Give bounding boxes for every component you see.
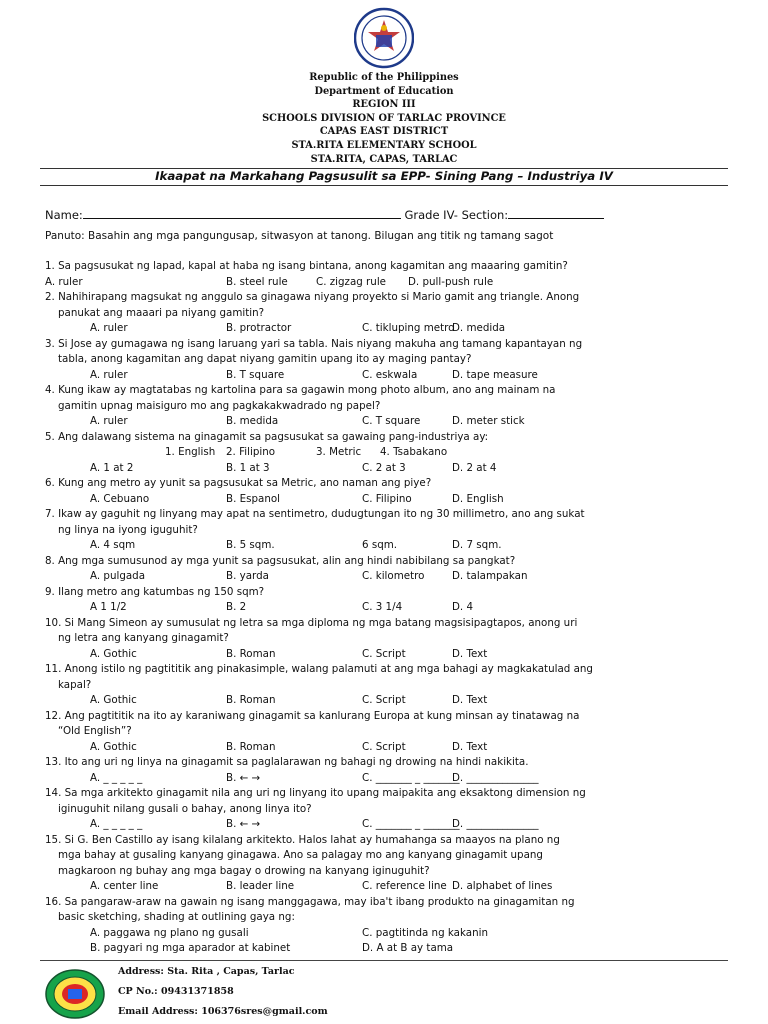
answer-option[interactable]: C. _______ _ _______ [362,771,460,784]
school-logo-icon [44,968,106,1020]
answer-option[interactable]: D. medida [452,322,506,334]
header-line: REGION III [352,99,416,111]
question-text: mga bahay at gusaling kanyang ginagawa. Ano sa palagay mo ang kanyang ginagamit upang [58,849,543,861]
answer-option[interactable]: C. reference line [362,880,447,892]
header-line: Republic of the Philippines [309,72,459,83]
school-header [0,71,768,166]
header-line: STA.RITA, CAPAS, TARLAC [310,153,458,165]
answer-option[interactable]: C. Script [362,647,406,660]
name-blank[interactable] [83,206,401,219]
answer-option[interactable]: B. ← → [226,818,261,830]
answer-option[interactable]: A. pulgada [90,570,146,582]
question-text: magkaroon ng buhay ang mga bagay o drowing na kanyang iginuguhit? [58,864,430,877]
answer-option[interactable]: C. tikluping metro [362,322,455,334]
answer-option[interactable]: B. Roman [226,694,276,706]
answer-option[interactable]: A. ruler [90,415,128,427]
sub-item: 4. Tsabakano [380,446,448,458]
question-text: iginuguhit nilang gusali o bahay, anong linya ito? [58,802,312,815]
cp-label: CP No.: [118,986,161,997]
question-text: 5. Ang dalawang sistema na ginagamit sa pagsusukat sa gawaing pang-industriya ay: [45,430,489,443]
address-line [118,966,295,977]
answer-option[interactable]: D. alphabet of lines [452,880,553,892]
answer-option[interactable]: A. ruler [90,368,128,381]
answer-option[interactable]: D. Text [452,647,488,660]
question-text: 6. Kung ang metro ay yunit sa pagsusukat sa Metric, ano naman ang piye? [45,477,432,489]
sub-item: 2. Filipino [226,446,276,458]
title-divider [40,185,728,186]
header-line: CAPAS EAST DISTRICT [319,126,449,138]
answer-option[interactable]: C. Script [362,740,406,753]
answer-option[interactable]: B. Roman [226,740,276,753]
email-line [118,1006,328,1017]
answer-option[interactable]: B. Roman [226,647,276,660]
address-label: Address: [118,966,168,977]
answer-option[interactable]: D. Text [452,740,488,753]
header-line: STA.RITA ELEMENTARY SCHOOL [291,139,477,151]
answer-option[interactable]: C. pagtitinda ng kakanin [362,926,488,939]
question-text: 4. Kung ikaw ay magtatabas ng kartolina para sa gagawin mong photo album, ano ang mainam na [45,384,556,396]
answer-option[interactable]: C. kilometro [362,570,425,582]
answer-option[interactable]: B. 2 [226,601,247,613]
instructions: Panuto: Basahin ang mga pangungusap, sitwasyon at tanong. Bilugan ang titik ng tamang sagot [45,230,554,242]
question-text: kapal? [58,678,92,691]
answer-option[interactable]: C. eskwala [362,368,418,381]
answer-option[interactable]: C. Script [362,694,406,706]
answer-option[interactable]: C. 2 at 3 [362,461,406,474]
answer-option[interactable]: D. talampakan [452,570,528,582]
sub-item: 1. English [165,446,216,458]
answer-option[interactable]: C. _______ _ _______ [362,818,460,830]
question-text: 14. Sa mga arkitekto ginagamit nila ang uri ng linyang ito upang maipakita ang eksaktong dimension ng [45,787,586,799]
answer-option[interactable]: B. protractor [226,322,292,334]
answer-option[interactable]: C. 3 1/4 [362,601,403,613]
answer-option[interactable]: A. Gothic [90,740,137,753]
name-grade-line [45,206,604,222]
answer-option[interactable]: A. Gothic [90,647,137,660]
question-text: 2. Nahihirapang magsukat ng anggulo sa ginagawa niyang proyekto si Mario gamit ang triangle. Anong [45,291,580,303]
sub-item: 3. Metric [316,446,362,458]
email-label: Email Address: [118,1006,202,1017]
answer-option[interactable]: A. Cebuano [90,492,150,505]
answer-option[interactable]: D. 2 at 4 [452,461,497,474]
question-text: ng linya na iyong iguguhit? [58,523,198,536]
header-line: SCHOOLS DIVISION OF TARLAC PROVINCE [262,112,506,124]
answer-option[interactable]: A. 1 at 2 [90,461,134,474]
answer-option[interactable]: A. _ _ _ _ _ [90,818,143,830]
answer-option[interactable]: B. yarda [226,570,269,582]
address-value: Sta. Rita , Capas, Tarlac [167,966,295,977]
answer-option[interactable]: D. 4 [452,601,474,613]
answer-option[interactable]: A. _ _ _ _ _ [90,771,143,784]
question-text: 3. Si Jose ay gumagawa ng isang laruang yari sa tabla. Nais niyang makuha ang tamang kapantayan ng [45,337,583,350]
answer-option[interactable]: D. tape measure [452,368,538,381]
answer-option[interactable]: B. ← → [226,771,261,784]
question-text: tabla, anong kagamitan ang dapat niyang gamitin upang ito ay maging pantay? [58,353,472,365]
question-text: “Old English”? [58,725,132,737]
question-text: 8. Ang mga sumusunod ay mga yunit sa pagsusukat, alin ang hindi nabibilang sa pangkat? [45,554,516,567]
answer-option[interactable]: C. Filipino [362,492,412,505]
question-text: 7. Ikaw ay gaguhit ng linyang may apat na sentimetro, dudugtungan ito ng 30 millimetro, ano ang sukat [45,508,585,520]
answer-option[interactable]: C. zigzag rule [316,275,387,288]
answer-option[interactable]: D. pull-push rule [408,275,494,288]
answer-option[interactable]: A. ruler [45,275,83,288]
answer-option[interactable]: A. 4 sqm [90,539,136,551]
answer-option[interactable]: D. ______________ [452,771,539,784]
answer-option[interactable]: B. pagyari ng mga aparador at kabinet [90,942,291,954]
answer-option[interactable]: C. T square [362,415,421,427]
answer-option[interactable]: A. ruler [90,322,128,334]
answer-option[interactable]: D. English [452,492,504,505]
email-value: 106376sres@gmail.com [201,1006,328,1017]
cp-value: 09431371858 [161,986,234,997]
answer-option[interactable]: B. leader line [226,880,295,892]
footer-divider [40,960,728,961]
answer-option[interactable]: A. paggawa ng plano ng gusali [90,926,249,939]
answer-option[interactable]: D. 7 sqm. [452,539,502,551]
answer-option[interactable]: D. Text [452,694,488,706]
question-text: 16. Sa pangaraw-araw na gawain ng isang manggagawa, may iba't ibang produkto na ginagamitan ng [45,895,575,908]
answer-option[interactable]: B. Espanol [226,492,281,505]
question-text: gamitin upnag maisiguro mo ang pagkakakwadrado ng papel? [58,399,381,412]
question-text: panukat ang maaari pa niyang gamitin? [58,306,265,319]
question-text: 13. Ito ang uri ng linya na ginagamit sa paglalarawan ng bahagi ng drowing na hindi nakikita. [45,756,529,768]
question-text: 15. Si G. Ben Castillo ay isang kilalang arkitekto. Halos lahat ay humahanga sa maayos na plano ng [45,833,560,846]
question-text: 1. Sa pagsusukat ng lapad, kapal at haba ng isang bintana, anong kagamitan ang maaaring gamitin? [45,260,568,272]
answer-option[interactable]: D. meter stick [452,415,525,427]
question-text: 10. Si Mang Simeon ay sumusulat ng letra sa mga diploma ng mga batang magsisipagtapos, anong uri [45,616,578,629]
question-text: ng letra ang kanyang ginagamit? [58,632,229,644]
answer-option[interactable]: 6 sqm. [362,539,398,551]
exam-title: Ikaapat na Markahang Pagsusulit sa EPP- Sining Pang – Industriya IV [155,169,613,183]
cp-line [118,986,234,997]
question-text: 9. Ilang metro ang katumbas ng 150 sqm? [45,585,265,598]
question-text: basic sketching, shading at outlining gaya ng: [58,911,295,923]
header-line: Department of Education [314,85,454,97]
section-blank[interactable] [508,206,604,219]
answer-option[interactable]: A. Gothic [90,694,137,706]
name-label: Name: [45,208,83,222]
question-text: 12. Ang pagtititik na ito ay karaniwang ginagamit sa kanlurang Europa at kung minsan ay tinatawag na [45,709,580,722]
answer-option[interactable]: A. center line [90,880,159,892]
answer-option[interactable]: D. A at B ay tama [362,942,454,954]
answer-option[interactable]: A 1 1/2 [90,601,127,613]
answer-option[interactable]: B. T square [226,368,285,381]
question-text: 11. Anong istilo ng pagtititik ang pinakasimple, walang palamuti at ang mga bahagi ay magkakatulad ang [45,663,593,675]
grade-section-label: Grade IV- Section: [404,208,509,222]
deped-seal-icon [354,6,414,70]
answer-option[interactable]: D. ______________ [452,818,539,830]
answer-option[interactable]: B. 1 at 3 [226,461,270,474]
answer-option[interactable]: B. 5 sqm. [226,539,275,551]
answer-option[interactable]: B. steel rule [226,275,288,288]
answer-option[interactable]: B. medida [226,415,279,427]
